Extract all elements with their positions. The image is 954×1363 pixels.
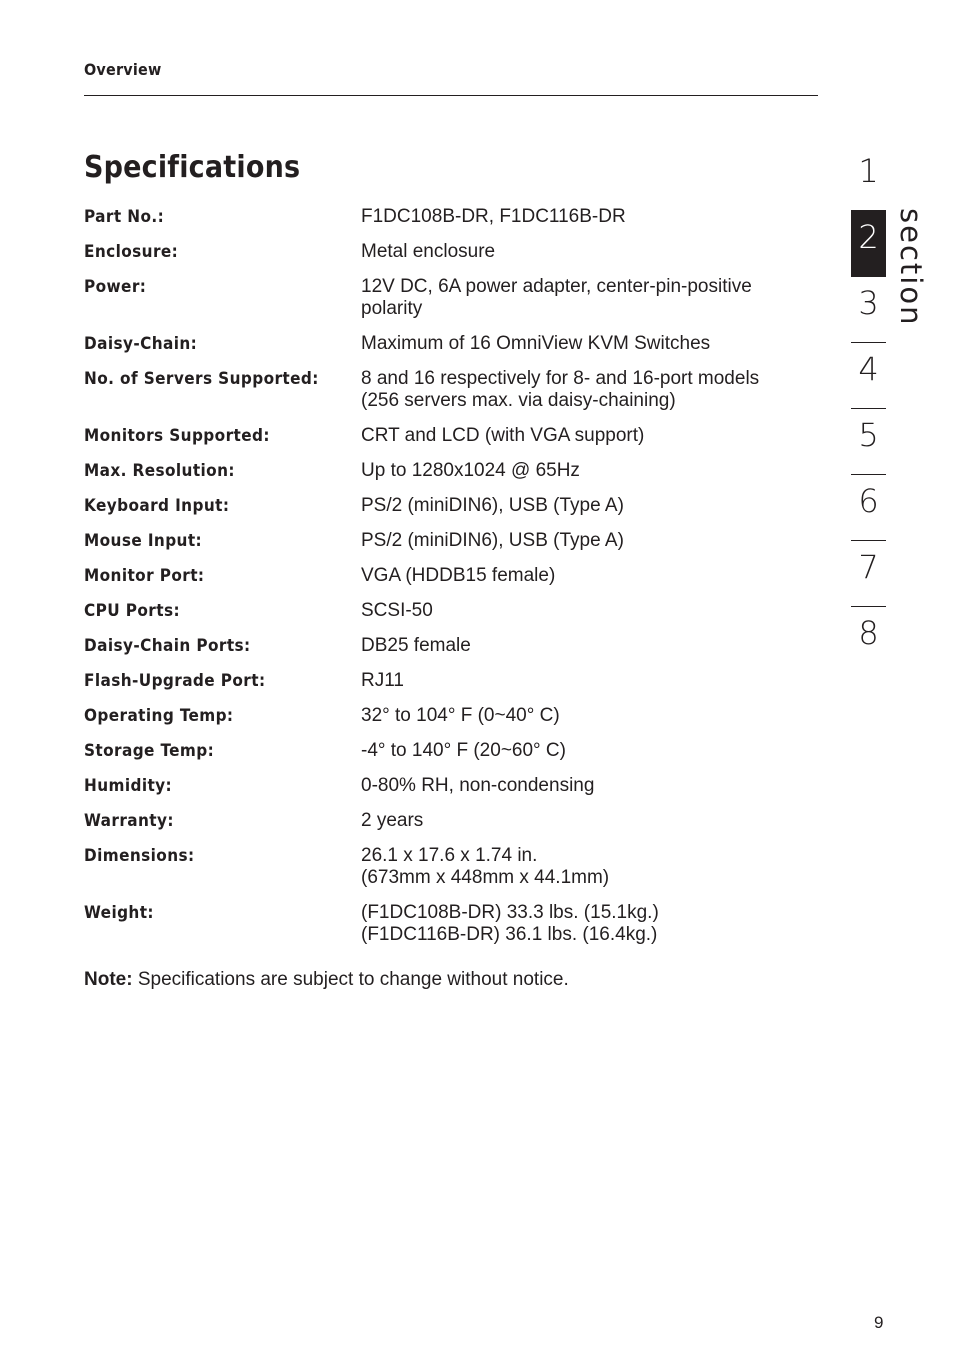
spec-label: Mouse Input: xyxy=(84,531,203,551)
spec-row xyxy=(84,670,824,692)
spec-row xyxy=(84,530,824,552)
section-tab-4[interactable]: 4 xyxy=(851,343,886,409)
spec-label: Warranty: xyxy=(84,811,174,831)
spec-row xyxy=(84,460,824,482)
spec-value: 8 and 16 respectively for 8- and 16-port models (256 servers max. via daisy-chaining) xyxy=(361,368,760,411)
spec-row xyxy=(84,333,824,355)
note-text: Specifications are subject to change without notice. xyxy=(132,969,569,990)
spec-row xyxy=(84,775,824,797)
spec-label: CPU Ports: xyxy=(84,601,180,621)
spec-value: F1DC108B-DR, F1DC116B-DR xyxy=(361,206,626,227)
spec-row xyxy=(84,635,824,657)
spec-label: Weight: xyxy=(84,903,154,923)
spec-row xyxy=(84,902,824,946)
section-tab-1[interactable]: 1 xyxy=(851,145,886,211)
spec-row xyxy=(84,705,824,727)
section-tab-7[interactable]: 7 xyxy=(851,541,886,607)
spec-label: Part No.: xyxy=(84,207,165,227)
spec-row xyxy=(84,845,824,889)
section-nav xyxy=(851,145,886,673)
spec-row xyxy=(84,565,824,587)
spec-label: Flash-Upgrade Port: xyxy=(84,671,266,691)
spec-row xyxy=(84,276,824,320)
spec-value: 12V DC, 6A power adapter, center-pin-positive polarity xyxy=(361,276,752,319)
header-rule xyxy=(84,95,818,96)
spec-label: Operating Temp: xyxy=(84,706,234,726)
note-label: Note: xyxy=(84,969,133,990)
spec-row xyxy=(84,810,824,832)
spec-label: Daisy-Chain: xyxy=(84,334,198,354)
section-tab-5[interactable]: 5 xyxy=(851,409,886,475)
spec-value: Metal enclosure xyxy=(361,241,496,262)
spec-value: 32° to 104° F (0~40° C) xyxy=(361,705,560,726)
spec-label: Storage Temp: xyxy=(84,741,215,761)
section-tab-2[interactable]: 2 xyxy=(851,211,886,277)
section-label: section xyxy=(894,208,928,327)
spec-row xyxy=(84,495,824,517)
page-number: 9 xyxy=(874,1313,884,1332)
spec-label: Monitor Port: xyxy=(84,566,205,586)
spec-row xyxy=(84,368,824,412)
spec-value: Up to 1280x1024 @ 65Hz xyxy=(361,460,580,481)
spec-value: Maximum of 16 OmniView KVM Switches xyxy=(361,333,711,354)
spec-value: PS/2 (miniDIN6), USB (Type A) xyxy=(361,530,624,551)
spec-label: Monitors Supported: xyxy=(84,426,270,446)
spec-label: Keyboard Input: xyxy=(84,496,230,516)
spec-value: 2 years xyxy=(361,810,424,831)
spec-row xyxy=(84,600,824,622)
spec-label: Dimensions: xyxy=(84,846,195,866)
spec-label: Daisy-Chain Ports: xyxy=(84,636,251,656)
section-tab-6[interactable]: 6 xyxy=(851,475,886,541)
section-tab-8[interactable]: 8 xyxy=(858,614,879,652)
spec-value: DB25 female xyxy=(361,635,471,656)
running-head: Overview xyxy=(84,60,162,79)
spec-label: Humidity: xyxy=(84,776,173,796)
spec-value: SCSI-50 xyxy=(361,600,433,621)
footnote xyxy=(84,968,569,992)
spec-value: 0-80% RH, non-condensing xyxy=(361,775,595,796)
spec-row xyxy=(84,206,824,228)
spec-row xyxy=(84,241,824,263)
spec-value: VGA (HDDB15 female) xyxy=(361,565,556,586)
spec-row xyxy=(84,740,824,762)
spec-label: Max. Resolution: xyxy=(84,461,235,481)
page-title: Specifications xyxy=(84,150,301,185)
spec-value: CRT and LCD (with VGA support) xyxy=(361,425,645,446)
spec-value: (F1DC108B-DR) 33.3 lbs. (15.1kg.) (F1DC116B-DR) 36.1 lbs. (16.4kg.) xyxy=(361,902,659,945)
spec-label: Power: xyxy=(84,277,147,297)
spec-row xyxy=(84,425,824,447)
spec-table xyxy=(84,206,824,959)
spec-value: PS/2 (miniDIN6), USB (Type A) xyxy=(361,495,624,516)
section-tab-3[interactable]: 3 xyxy=(851,277,886,343)
spec-value: RJ11 xyxy=(361,670,404,691)
spec-label: Enclosure: xyxy=(84,242,179,262)
spec-value: -4° to 140° F (20~60° C) xyxy=(361,740,566,761)
spec-label: No. of Servers Supported: xyxy=(84,369,319,389)
spec-value: 26.1 x 17.6 x 1.74 in. (673mm x 448mm x 44.1mm) xyxy=(361,845,610,888)
